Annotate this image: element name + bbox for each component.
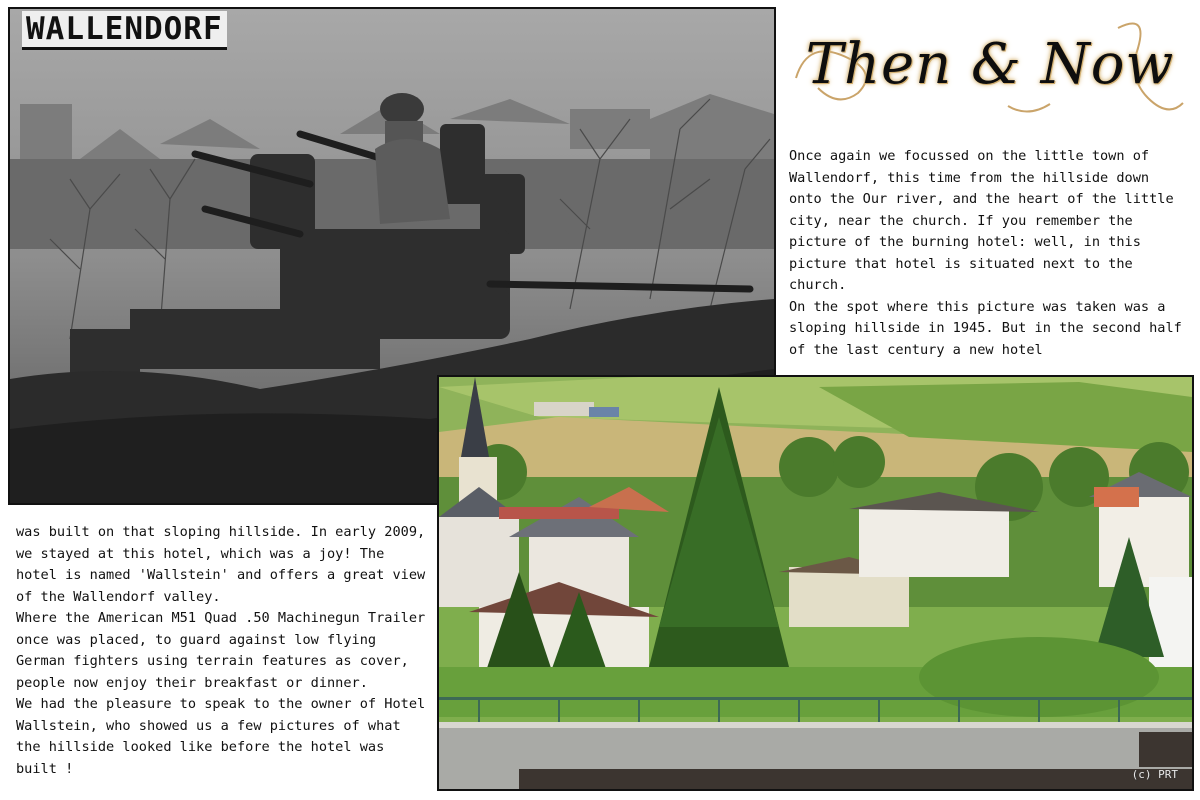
copyright-mark: (c) PRT (1131, 768, 1178, 781)
intro-paragraph: Once again we focussed on the little town of Wallendorf, this time from the hillside down onto the Our river, and the heart of the little city, near the church. If you remember the picture of the burning hotel: well, in this picture that hotel is situated next to the church. (789, 148, 1174, 293)
intro-text (789, 146, 1189, 361)
continuation-paragraph: was built on that sloping hillside. In early 2009, we stayed at this hotel, which was a joy! The hotel is named 'Wallstein' and offers a great view of the Wallendorf valley. (16, 524, 426, 605)
continuation-text (16, 522, 432, 780)
intro-paragraph: On the spot where this picture was taken was a sloping hillside in 1945. But in the second half of the last century a new hotel (789, 298, 1182, 358)
now-photo (437, 375, 1194, 791)
continuation-paragraph: We had the pleasure to speak to the owner of Hotel Wallstein, who showed us a few pictures of what the hillside looked like before the hotel was built ! (16, 696, 426, 777)
stencil-title: WALLENDORF (22, 11, 227, 50)
now-photo-image (439, 377, 1192, 789)
continuation-paragraph: Where the American M51 Quad .50 Machinegun Trailer once was placed, to guard against low flying German fighters using terrain features as cover, people now enjoy their breakfast or dinner. (16, 610, 426, 691)
heading-text: Then & Now (805, 32, 1175, 97)
then-and-now-heading (788, 18, 1192, 130)
